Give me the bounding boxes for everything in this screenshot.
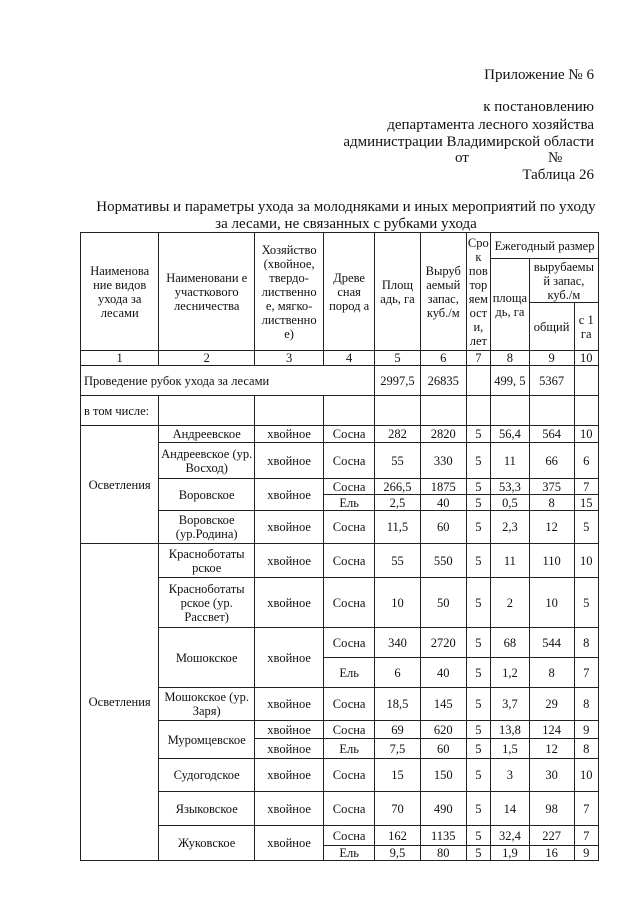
annual-area: 56,4 <box>491 426 530 443</box>
annual-total: 29 <box>529 688 574 721</box>
header-annual: Ежегодный размер <box>491 233 599 259</box>
col-number: 10 <box>574 351 599 366</box>
annual-total: 227 <box>529 826 574 846</box>
annual-area: 3 <box>491 759 530 792</box>
annual-area: 53,3 <box>491 479 530 495</box>
repeat: 5 <box>466 721 490 739</box>
annual-area: 3,7 <box>491 688 530 721</box>
per-ha: 8 <box>574 628 599 658</box>
annual-total: 30 <box>529 759 574 792</box>
repeat: 5 <box>466 443 490 479</box>
per-ha: 6 <box>574 443 599 479</box>
species: Сосна <box>324 511 375 544</box>
per-ha: 9 <box>574 721 599 739</box>
volume: 40 <box>420 658 466 688</box>
area: 282 <box>375 426 421 443</box>
col-number: 9 <box>529 351 574 366</box>
volume: 550 <box>420 544 466 578</box>
annual-area: 1,5 <box>491 739 530 759</box>
forestry-name: Мошокское (ур. Заря) <box>159 688 255 721</box>
annual-area: 68 <box>491 628 530 658</box>
species: Сосна <box>324 443 375 479</box>
volume: 60 <box>420 739 466 759</box>
annual-area: 1,9 <box>491 846 530 861</box>
species: Сосна <box>324 578 375 628</box>
repeat: 5 <box>466 495 490 511</box>
empty-cell <box>574 366 599 396</box>
summary-annual-total: 5367 <box>529 366 574 396</box>
forestry-name: Андреевское (ур. Восход) <box>159 443 255 479</box>
annual-area: 11 <box>491 544 530 578</box>
repeat: 5 <box>466 739 490 759</box>
annual-total: 10 <box>529 578 574 628</box>
area: 15 <box>375 759 421 792</box>
forestry-name: Муромцевское <box>159 721 255 759</box>
per-ha: 7 <box>574 658 599 688</box>
per-ha: 8 <box>574 688 599 721</box>
repeat: 5 <box>466 826 490 846</box>
species: Сосна <box>324 759 375 792</box>
table-number: Таблица 26 <box>522 167 594 183</box>
area: 2,5 <box>375 495 421 511</box>
care-type: Осветления <box>81 544 159 861</box>
col-number: 6 <box>420 351 466 366</box>
forestry-name: Красноботаты рское <box>159 544 255 578</box>
repeat: 5 <box>466 628 490 658</box>
repeat: 5 <box>466 511 490 544</box>
annual-total: 8 <box>529 495 574 511</box>
header-economy: Хозяйство (хвойное, твердо- лиственно е, мягко- лиственно е) <box>255 233 324 351</box>
document-title: Нормативы и параметры ухода за молодняками и иных мероприятий по уходу за лесами, не связанных с рубками ухода <box>96 199 596 232</box>
annual-total: 544 <box>529 628 574 658</box>
empty-cell <box>420 396 466 426</box>
header-total: общий <box>529 303 574 351</box>
header-species: Древе сная пород а <box>324 233 375 351</box>
per-ha: 7 <box>574 826 599 846</box>
annual-total: 66 <box>529 443 574 479</box>
species: Ель <box>324 495 375 511</box>
norms-table <box>80 232 599 861</box>
header-per-ha: с 1 га <box>574 303 599 351</box>
col-number: 8 <box>491 351 530 366</box>
volume: 1135 <box>420 826 466 846</box>
volume: 145 <box>420 688 466 721</box>
forestry-name: Воровское (ур.Родина) <box>159 511 255 544</box>
col-number: 2 <box>159 351 255 366</box>
per-ha: 10 <box>574 426 599 443</box>
per-ha: 10 <box>574 544 599 578</box>
forestry-name: Мошокское <box>159 628 255 688</box>
empty-cell <box>255 396 324 426</box>
economy-type: хвойное <box>255 426 324 443</box>
species: Сосна <box>324 688 375 721</box>
species: Сосна <box>324 628 375 658</box>
area: 11,5 <box>375 511 421 544</box>
economy-type: хвойное <box>255 628 324 688</box>
volume: 330 <box>420 443 466 479</box>
annual-area: 0,5 <box>491 495 530 511</box>
annual-total: 110 <box>529 544 574 578</box>
species: Сосна <box>324 544 375 578</box>
forestry-name: Судогодское <box>159 759 255 792</box>
empty-cell <box>466 366 490 396</box>
repeat: 5 <box>466 479 490 495</box>
area: 55 <box>375 544 421 578</box>
forestry-name: Андреевское <box>159 426 255 443</box>
date-label: от <box>455 150 469 166</box>
species: Сосна <box>324 426 375 443</box>
economy-type: хвойное <box>255 443 324 479</box>
area: 162 <box>375 826 421 846</box>
area: 55 <box>375 443 421 479</box>
volume: 1875 <box>420 479 466 495</box>
volume: 620 <box>420 721 466 739</box>
col-number: 3 <box>255 351 324 366</box>
annual-total: 124 <box>529 721 574 739</box>
header-repeat: Сро к пов тор яем ост и, лет <box>466 233 490 351</box>
col-number: 7 <box>466 351 490 366</box>
header-annual-area: площа дь, га <box>491 259 530 351</box>
empty-cell <box>375 396 421 426</box>
empty-cell <box>324 396 375 426</box>
annual-total: 12 <box>529 739 574 759</box>
economy-type: хвойное <box>255 759 324 792</box>
species: Ель <box>324 658 375 688</box>
repeat: 5 <box>466 759 490 792</box>
repeat: 5 <box>466 578 490 628</box>
empty-cell <box>491 396 530 426</box>
repeat: 5 <box>466 544 490 578</box>
summary-annual-area: 499, 5 <box>491 366 530 396</box>
forestry-name: Жуковское <box>159 826 255 861</box>
col-number: 5 <box>375 351 421 366</box>
repeat: 5 <box>466 688 490 721</box>
annual-area: 32,4 <box>491 826 530 846</box>
empty-cell <box>159 396 255 426</box>
area: 69 <box>375 721 421 739</box>
species: Ель <box>324 739 375 759</box>
header-line: к постановлению <box>483 99 594 115</box>
col-number: 1 <box>81 351 159 366</box>
area: 70 <box>375 792 421 826</box>
header-type: Наименова ние видов ухода за лесами <box>81 233 159 351</box>
header-volume: Выруб аемый запас, куб./м <box>420 233 466 351</box>
area: 340 <box>375 628 421 658</box>
repeat: 5 <box>466 658 490 688</box>
repeat: 5 <box>466 426 490 443</box>
volume: 150 <box>420 759 466 792</box>
header-line: департамента лесного хозяйства <box>387 117 594 133</box>
summary-area: 2997,5 <box>375 366 421 396</box>
header-area: Площ адь, га <box>375 233 421 351</box>
appendix-title: Приложение № 6 <box>484 67 594 83</box>
area: 7,5 <box>375 739 421 759</box>
annual-area: 2,3 <box>491 511 530 544</box>
economy-type: хвойное <box>255 578 324 628</box>
including-label: в том числе: <box>81 396 159 426</box>
volume: 50 <box>420 578 466 628</box>
repeat: 5 <box>466 792 490 826</box>
volume: 40 <box>420 495 466 511</box>
empty-cell <box>574 396 599 426</box>
forestry-name: Красноботаты рское (ур. Рассвет) <box>159 578 255 628</box>
annual-area: 1,2 <box>491 658 530 688</box>
annual-total: 12 <box>529 511 574 544</box>
annual-area: 2 <box>491 578 530 628</box>
per-ha: 7 <box>574 792 599 826</box>
area: 6 <box>375 658 421 688</box>
per-ha: 8 <box>574 739 599 759</box>
care-type: Осветления <box>81 426 159 544</box>
col-number: 4 <box>324 351 375 366</box>
volume: 2720 <box>420 628 466 658</box>
economy-type: хвойное <box>255 479 324 511</box>
header-forestry: Наименовани е участкового лесничества <box>159 233 255 351</box>
repeat: 5 <box>466 846 490 861</box>
per-ha: 5 <box>574 511 599 544</box>
species: Сосна <box>324 792 375 826</box>
summary-volume: 26835 <box>420 366 466 396</box>
species: Сосна <box>324 721 375 739</box>
per-ha: 15 <box>574 495 599 511</box>
empty-cell <box>466 396 490 426</box>
annual-area: 13,8 <box>491 721 530 739</box>
per-ha: 5 <box>574 578 599 628</box>
number-label: № <box>548 150 563 166</box>
economy-type: хвойное <box>255 826 324 861</box>
area: 266,5 <box>375 479 421 495</box>
economy-type: хвойное <box>255 739 324 759</box>
per-ha: 9 <box>574 846 599 861</box>
annual-total: 564 <box>529 426 574 443</box>
header-annual-volume: вырубаемы й запас, куб./м <box>529 259 598 303</box>
annual-area: 11 <box>491 443 530 479</box>
species: Ель <box>324 846 375 861</box>
volume: 80 <box>420 846 466 861</box>
volume: 60 <box>420 511 466 544</box>
header-line: администрации Владимирской области <box>343 134 594 150</box>
forestry-name: Языковское <box>159 792 255 826</box>
annual-total: 16 <box>529 846 574 861</box>
annual-total: 98 <box>529 792 574 826</box>
species: Сосна <box>324 826 375 846</box>
per-ha: 7 <box>574 479 599 495</box>
economy-type: хвойное <box>255 721 324 739</box>
area: 9,5 <box>375 846 421 861</box>
volume: 2820 <box>420 426 466 443</box>
forestry-name: Воровское <box>159 479 255 511</box>
economy-type: хвойное <box>255 688 324 721</box>
annual-total: 8 <box>529 658 574 688</box>
economy-type: хвойное <box>255 792 324 826</box>
species: Сосна <box>324 479 375 495</box>
economy-type: хвойное <box>255 544 324 578</box>
summary-label: Проведение рубок ухода за лесами <box>81 366 375 396</box>
area: 10 <box>375 578 421 628</box>
area: 18,5 <box>375 688 421 721</box>
economy-type: хвойное <box>255 511 324 544</box>
volume: 490 <box>420 792 466 826</box>
per-ha: 10 <box>574 759 599 792</box>
annual-area: 14 <box>491 792 530 826</box>
annual-total: 375 <box>529 479 574 495</box>
empty-cell <box>529 396 574 426</box>
